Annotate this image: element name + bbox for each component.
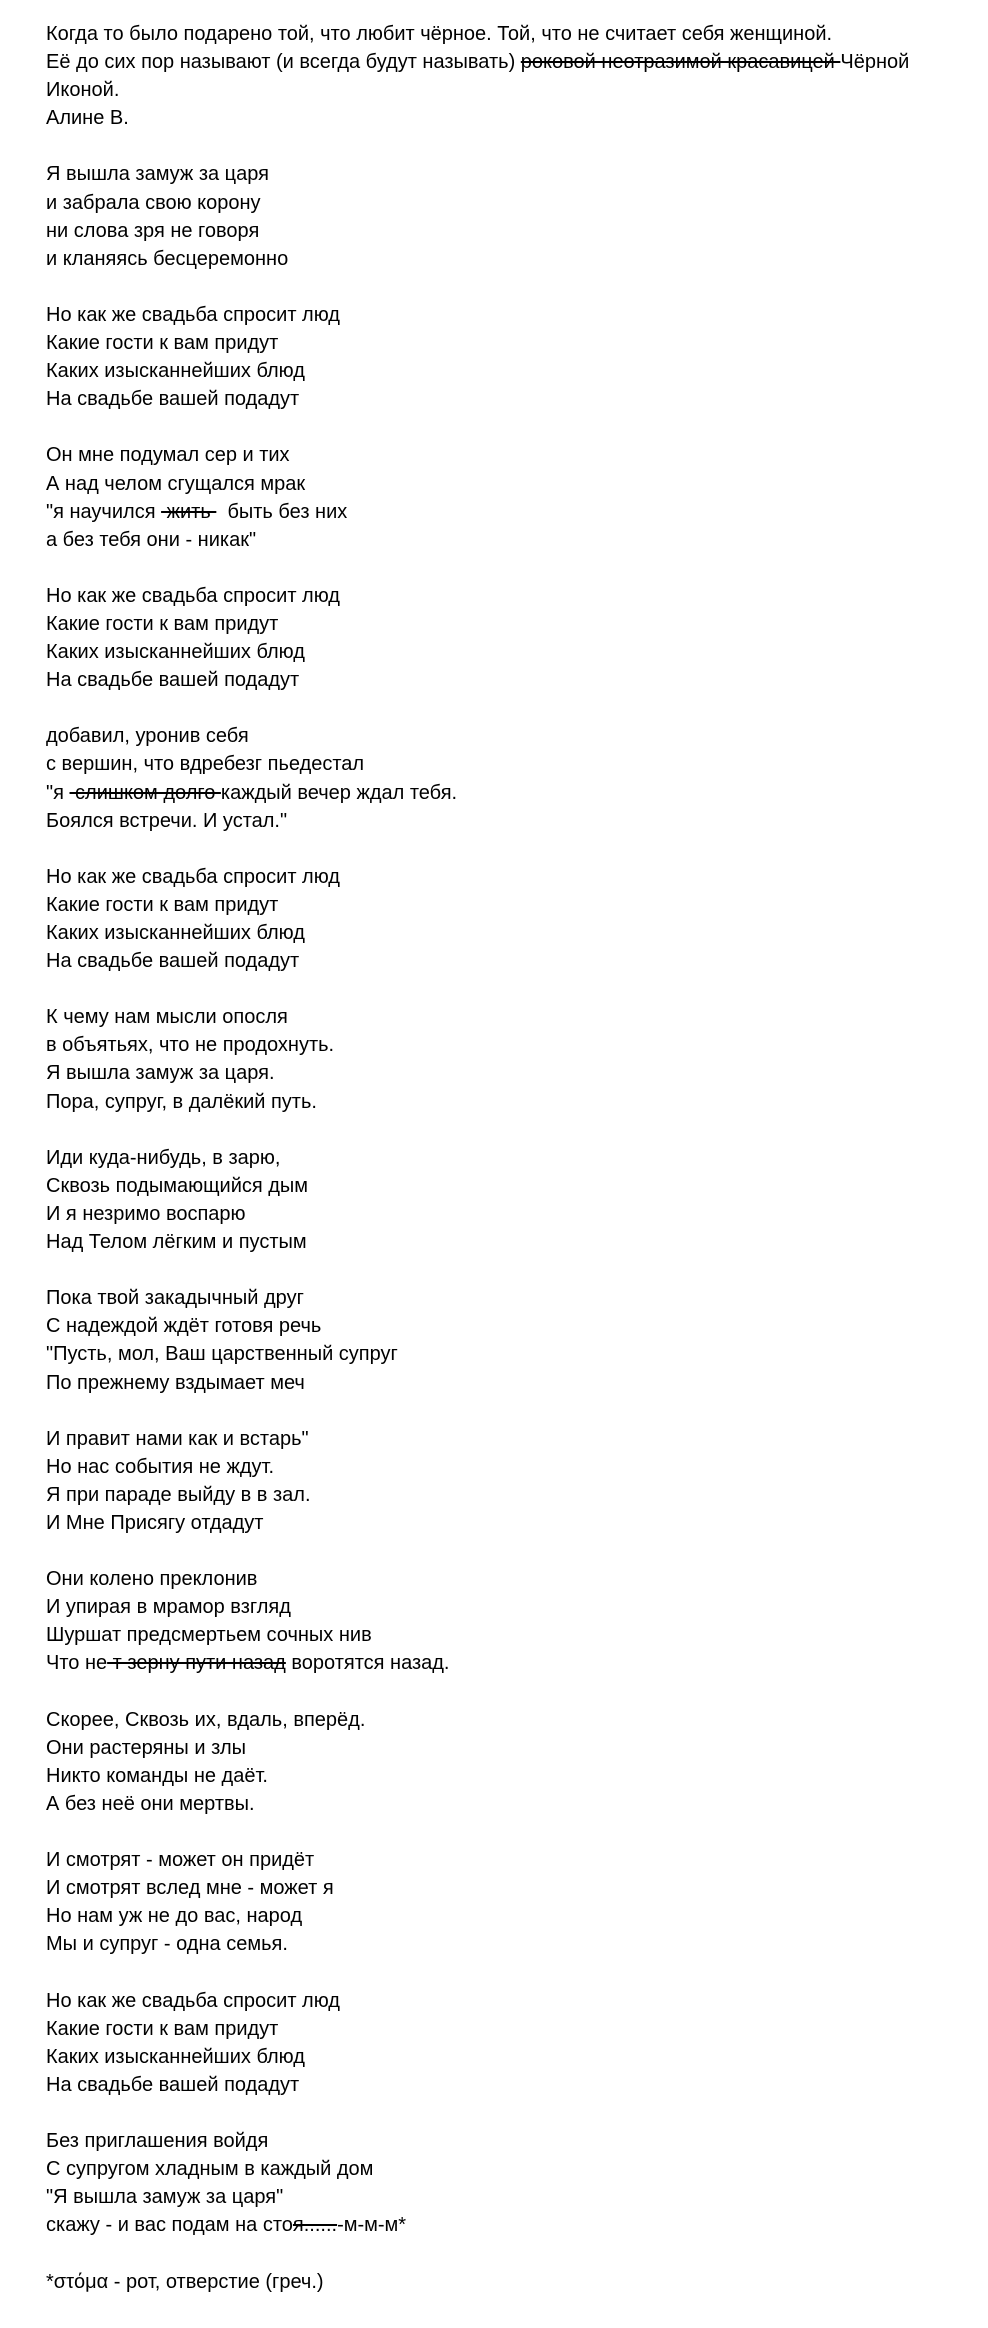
verse-line: Он мне подумал сер и тих <box>46 444 290 467</box>
stanza-gap <box>46 1116 976 1144</box>
verse-line: и кланяясь бесцеремонно <box>46 247 289 270</box>
stanza-gap <box>46 1537 976 1565</box>
verse-line: Какие гости к вам придут <box>46 893 279 916</box>
verse-line: Но как же свадьба спросит люд <box>46 303 340 326</box>
verse-line: Они растеряны и злы <box>46 1736 247 1759</box>
verse-line: Каких изысканнейших блюд <box>46 2045 305 2068</box>
verse-line: Боялся встречи. И устал." <box>46 809 288 832</box>
struck-text: жить <box>161 500 217 523</box>
verse-line: ни слова зря не говоря <box>46 219 260 242</box>
dedication-text: Чёрной <box>840 51 910 74</box>
stanza-gap <box>46 554 976 582</box>
verse-line: Каких изысканнейших блюд <box>46 360 305 383</box>
stanza-gap <box>46 132 976 160</box>
verse-line: Пора, супруг, в далёкий путь. <box>46 1090 317 1113</box>
verse-line: На свадьбе вашей подадут <box>46 950 300 973</box>
verse-line: добавил, уронив себя <box>46 725 249 748</box>
stanza-gap <box>46 2239 976 2267</box>
verse-text: "я научился <box>46 500 162 523</box>
verse-text: "я <box>46 781 70 804</box>
verse-line: С супругом хладным в каждый дом <box>46 2158 374 2181</box>
document-page <box>46 20 976 2296</box>
verse-line: "Пусть, мол, Ваш царственный супруг <box>46 1343 398 1366</box>
struck-text: роковой неотразимой красавицей <box>520 51 841 74</box>
verse-text: -м-м-м* <box>337 2214 407 2237</box>
verse-line: а без тебя они - никак" <box>46 528 257 551</box>
verse-text: каждый вечер ждал тебя. <box>220 781 458 804</box>
verse-line: Без приглашения войдя <box>46 2130 269 2153</box>
stanza <box>46 1284 976 1396</box>
verse-line: Шуршат предсмертьем сочных нив <box>46 1624 372 1647</box>
verse-line: Какие гости к вам придут <box>46 332 279 355</box>
stanza-refrain <box>46 863 976 975</box>
stanza <box>46 1144 976 1256</box>
stanza-gap <box>46 1678 976 1706</box>
stanza-gap <box>46 975 976 1003</box>
verse-line: Над Телом лёгким и пустым <box>46 1231 307 1254</box>
verse-line: Но как же свадьба спросит люд <box>46 584 340 607</box>
stanza <box>46 441 976 553</box>
verse-line <box>46 498 976 526</box>
verse-text: Что не <box>46 1652 108 1675</box>
stanza <box>46 1846 976 1958</box>
dedication-line: Алине В. <box>46 107 129 130</box>
verse-line: Скорее, Сквозь их, вдаль, вперёд. <box>46 1708 366 1731</box>
verse-line: И правит нами как и встарь" <box>46 1427 309 1450</box>
stanza-refrain <box>46 582 976 694</box>
verse-line: И я незримо воспарю <box>46 1202 246 1225</box>
verse-line: И смотрят вслед мне - может я <box>46 1877 334 1900</box>
stanza <box>46 1565 976 1677</box>
dedication-line <box>46 48 976 76</box>
dedication-text: Её до сих пор называют (и всегда будут называть) <box>46 51 521 74</box>
verse-line: Они колено преклонив <box>46 1568 258 1591</box>
verse-line: Пока твой закадычный друг <box>46 1287 304 1310</box>
stanza-gap <box>46 694 976 722</box>
verse-line: И упирая в мрамор взгляд <box>46 1596 291 1619</box>
verse-line: в объятьях, что не продохнуть. <box>46 1034 335 1057</box>
verse-line: На свадьбе вашей подадут <box>46 2073 300 2096</box>
verse-line: Иди куда-нибудь, в зарю, <box>46 1146 281 1169</box>
verse-line: Мы и супруг - одна семья. <box>46 1933 288 1956</box>
stanza <box>46 1706 976 1818</box>
verse-line: Я при параде выйду в в зал. <box>46 1483 311 1506</box>
verse-text: быть без них <box>216 500 348 523</box>
stanza-gap <box>46 413 976 441</box>
verse-line: Но как же свадьба спросит люд <box>46 865 340 888</box>
verse-line: С надеждой ждёт готовя речь <box>46 1315 322 1338</box>
stanza <box>46 1003 976 1115</box>
dedication-line: Когда то было подарено той, что любит чёрное. Той, что не считает себя женщиной. <box>46 23 833 45</box>
verse-line: На свадьбе вашей подадут <box>46 669 300 692</box>
stanza-refrain <box>46 301 976 413</box>
dedication-line: Иконой. <box>46 79 120 102</box>
stanza-gap <box>46 1958 976 1986</box>
verse-line <box>46 1649 976 1677</box>
verse-text: скажу - и вас подам на сто <box>46 2214 293 2237</box>
stanza <box>46 2127 976 2239</box>
stanza <box>46 722 976 834</box>
struck-text: слишком долго <box>69 781 221 804</box>
verse-line: Я вышла замуж за царя <box>46 163 269 186</box>
verse-line: Никто команды не даёт. <box>46 1764 268 1787</box>
verse-line: Но нам уж не до вас, народ <box>46 1905 303 1928</box>
verse-line: Какие гости к вам придут <box>46 2017 279 2040</box>
stanza-refrain <box>46 1987 976 2099</box>
verse-line <box>46 779 976 807</box>
stanza-gap <box>46 835 976 863</box>
struck-text: я...... <box>292 2214 338 2237</box>
verse-line: И смотрят - может он придёт <box>46 1849 315 1872</box>
verse-line: Каких изысканнейших блюд <box>46 922 305 944</box>
verse-line: На свадьбе вашей подадут <box>46 388 300 411</box>
verse-line: Каких изысканнейших блюд <box>46 641 305 664</box>
verse-line <box>46 2211 976 2239</box>
stanza-gap <box>46 2099 976 2127</box>
stanza-gap <box>46 273 976 301</box>
verse-line: и забрала свою корону <box>46 191 261 214</box>
verse-line: с вершин, что вдребезг пьедестал <box>46 753 365 776</box>
verse-line: Но нас события не ждут. <box>46 1455 275 1478</box>
footnote: *στόμα - рот, отверстие (греч.) <box>46 2270 324 2293</box>
verse-line: Сквозь подымающийся дым <box>46 1174 309 1197</box>
verse-line: По прежнему вздымает меч <box>46 1371 305 1394</box>
stanza-gap <box>46 1256 976 1284</box>
verse-line: Но как же свадьба спросит люд <box>46 1989 340 2012</box>
stanza <box>46 160 976 272</box>
stanza-gap <box>46 1397 976 1425</box>
struck-text: т зерну пути назад <box>107 1652 286 1675</box>
verse-line: К чему нам мысли опосля <box>46 1006 288 1029</box>
verse-line: Какие гости к вам придут <box>46 612 279 635</box>
verse-line: "Я вышла замуж за царя" <box>46 2186 284 2209</box>
verse-line: А над челом сгущался мрак <box>46 472 306 495</box>
stanza-gap <box>46 1818 976 1846</box>
dedication <box>46 20 976 132</box>
verse-text: воротятся назад. <box>285 1652 450 1675</box>
verse-line: А без неё они мертвы. <box>46 1792 255 1815</box>
verse-line: И Мне Присягу отдадут <box>46 1511 264 1534</box>
stanza <box>46 1425 976 1537</box>
verse-line: Я вышла замуж за царя. <box>46 1062 275 1085</box>
